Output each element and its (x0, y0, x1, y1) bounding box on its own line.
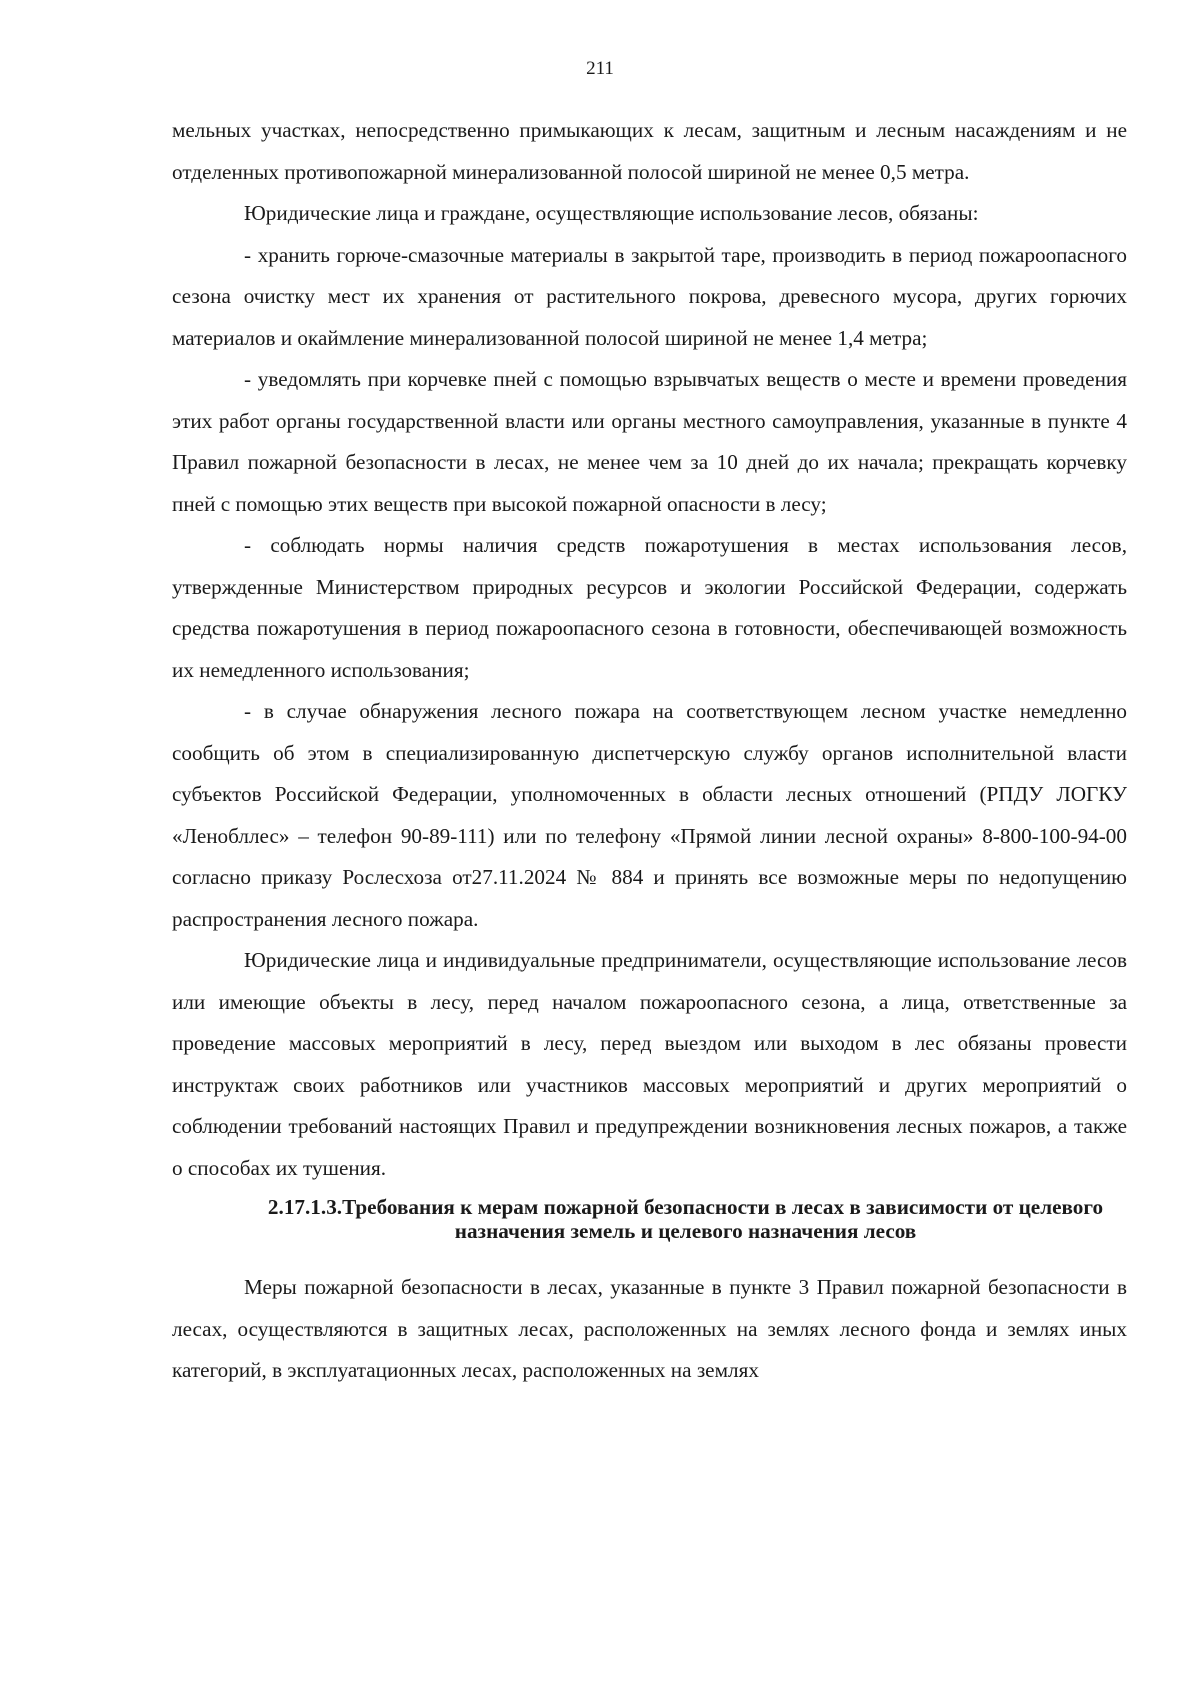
paragraph-fire-reporting: - в случае обнаружения лесного пожара на соответствующем лесном участке немедленно сообщить об этом в специализированную диспетчерскую службу органов исполнительной власти субъектов Российской Федерации, уполномоченных в области лесных отношений (РПДУ ЛОГКУ «Ленобллес» – телефон 90-89-111) или по телефону «Прямой линии лесной охраны» 8-800-100-94-00 согласно приказу Рослесхоза от27.11.2024 № 884 и принять все возможные меры по недопущению распространения лесного пожара. (172, 699, 1127, 931)
paragraph-obligations-intro: Юридические лица и граждане, осуществляющие использование лесов, обязаны: (244, 201, 979, 225)
paragraph-continuation: мельных участках, непосредственно примыкающих к лесам, защитным и лесным насаждениям и не отделенных противопожарной минерализованной полосой шириной не менее 0,5 метра. (172, 118, 1127, 184)
page-number: 211 (586, 58, 614, 79)
paragraph-section-body: Меры пожарной безопасности в лесах, указанные в пункте 3 Правил пожарной безопасности в лесах, осуществляются в защитных лесах, расположенных на землях лесного фонда и землях иных категорий, в эксплуатационных лесах, расположенных на землях (172, 1275, 1127, 1382)
paragraph-firefighting-means: - соблюдать нормы наличия средств пожаротушения в местах использования лесов, утвержденные Министерством природных ресурсов и экологии Российской Федерации, содержать средства пожаротушения в период пожароопасного сезона в готовности, обеспечивающей возможность их немедленного использования; (172, 533, 1127, 682)
paragraph-fuel-storage: - хранить горюче-смазочные материалы в закрытой таре, производить в период пожароопасного сезона очистку мест их хранения от растительного покрова, древесного мусора, других горючих материалов и окаймление минерализованной полосой шириной не менее 1,4 метра; (172, 242, 1127, 350)
paragraph-stump-removal: - уведомлять при корчевке пней с помощью взрывчатых веществ о месте и времени проведения этих работ органы государственной власти или органы местного самоуправления, указанные в пункте 4 Правил пожарной безопасности в лесах, не менее чем за 10 дней до их начала; прекращать корчевку пней с помощью этих веществ при высокой пожарной опасности в лесу; (172, 367, 1127, 516)
document-body (172, 110, 1127, 1392)
paragraph-briefing: Юридические лица и индивидуальные предприниматели, осуществляющие использование лесов или имеющие объекты в лесу, перед началом пожароопасного сезона, а лица, ответственные за проведение массовых мероприятий в лесу, перед выездом или выходом в лес обязаны провести инструктаж своих работников или участников массовых мероприятий и других мероприятий о соблюдении требований настоящих Правил и предупреждении возникновения лесных пожаров, а также о способах их тушения. (172, 948, 1127, 1180)
section-heading: 2.17.1.3.Требования к мерам пожарной безопасности в лесах в зависимости от целевого назначения земель и целевого назначения лесов (267, 1195, 1104, 1243)
